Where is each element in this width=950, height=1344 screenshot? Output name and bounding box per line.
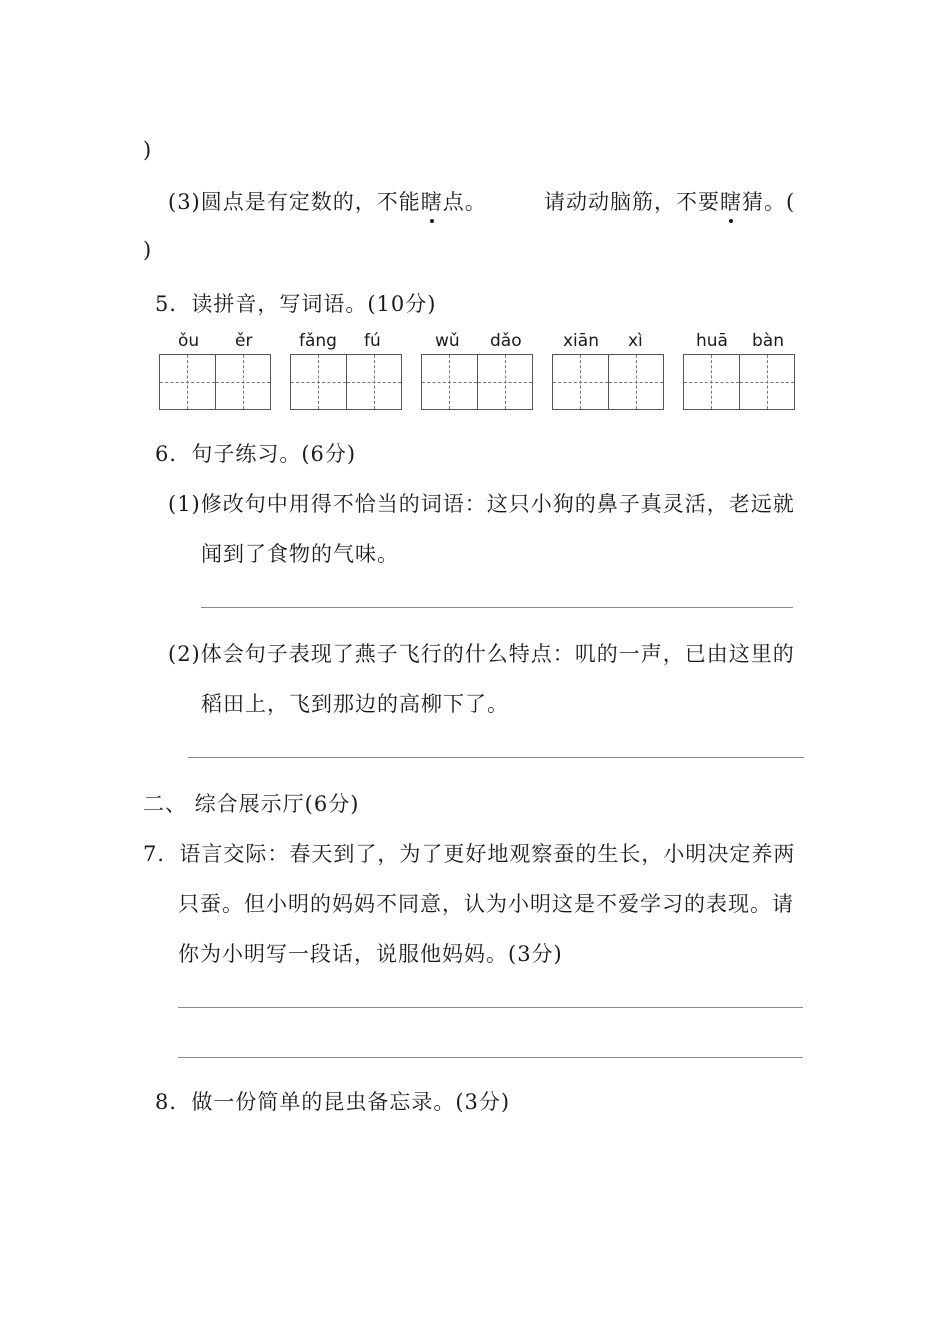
- q6-item1-cont: 闻到了食物的气味。: [201, 542, 399, 566]
- q5-heading: 5．读拼音，写词语。(10分): [155, 292, 437, 316]
- emphasis-char: 瞎: [720, 186, 742, 216]
- answer-line[interactable]: [178, 1057, 803, 1058]
- writing-box[interactable]: [159, 354, 271, 410]
- pinyin: xì: [628, 331, 643, 351]
- tian-cell[interactable]: [346, 355, 402, 409]
- q4-item3-text: 猜。(: [742, 190, 796, 214]
- tian-cell[interactable]: [477, 355, 533, 409]
- pinyin: wǔ: [435, 331, 460, 351]
- q4-item3-text: 请动动脑筋，不要: [544, 190, 720, 214]
- section-heading: 二、 综合展示厅(6分): [143, 792, 360, 816]
- answer-line[interactable]: [178, 1007, 803, 1008]
- answer-line[interactable]: [201, 607, 793, 608]
- tian-cell[interactable]: [291, 355, 346, 409]
- close-paren: ): [143, 238, 153, 262]
- answer-line[interactable]: [188, 757, 804, 758]
- pinyin: ǒu: [178, 331, 200, 351]
- pinyin: xiān: [563, 331, 599, 351]
- q6-item1: (1)修改句中用得不恰当的词语：这只小狗的鼻子真灵活，老远就: [168, 492, 795, 516]
- tian-cell[interactable]: [553, 355, 608, 409]
- tian-cell[interactable]: [160, 355, 215, 409]
- q7-line: 7．语言交际：春天到了，为了更好地观察蚕的生长，小明决定养两: [143, 842, 796, 866]
- q4-item3: [168, 186, 487, 216]
- pinyin: dǎo: [490, 331, 522, 351]
- tian-cell[interactable]: [739, 355, 795, 409]
- pinyin: ěr: [235, 331, 253, 351]
- tian-cell[interactable]: [215, 355, 271, 409]
- q7-line: 只蚕。但小明的妈妈不同意，认为小明这是不爱学习的表现。请: [178, 892, 794, 916]
- q6-item2: (2)体会句子表现了燕子飞行的什么特点：叽的一声，已由这里的: [168, 642, 795, 666]
- q6-item2-cont: 稻田上，飞到那边的高柳下了。: [201, 692, 509, 716]
- writing-box[interactable]: [552, 354, 664, 410]
- writing-box[interactable]: [290, 354, 402, 410]
- tian-cell[interactable]: [608, 355, 664, 409]
- writing-box[interactable]: [421, 354, 533, 410]
- q4-item3-text: (3)圆点是有定数的，不能: [168, 190, 421, 214]
- tian-cell[interactable]: [422, 355, 477, 409]
- q4-item3-text: 点。: [442, 190, 487, 214]
- emphasis-char: 瞎: [421, 186, 443, 216]
- close-paren: ): [143, 138, 153, 162]
- tian-cell[interactable]: [684, 355, 739, 409]
- q6-heading: 6．句子练习。(6分): [155, 442, 357, 466]
- pinyin: fǎng: [299, 331, 337, 351]
- pinyin: fú: [364, 331, 381, 351]
- writing-box[interactable]: [683, 354, 795, 410]
- pinyin: bàn: [752, 331, 784, 351]
- q4-item3-second: [544, 186, 795, 216]
- q7-line: 你为小明写一段话，说服他妈妈。(3分): [178, 942, 563, 966]
- q8-heading: 8．做一份简单的昆虫备忘录。(3分): [155, 1090, 511, 1114]
- pinyin: huā: [696, 331, 728, 351]
